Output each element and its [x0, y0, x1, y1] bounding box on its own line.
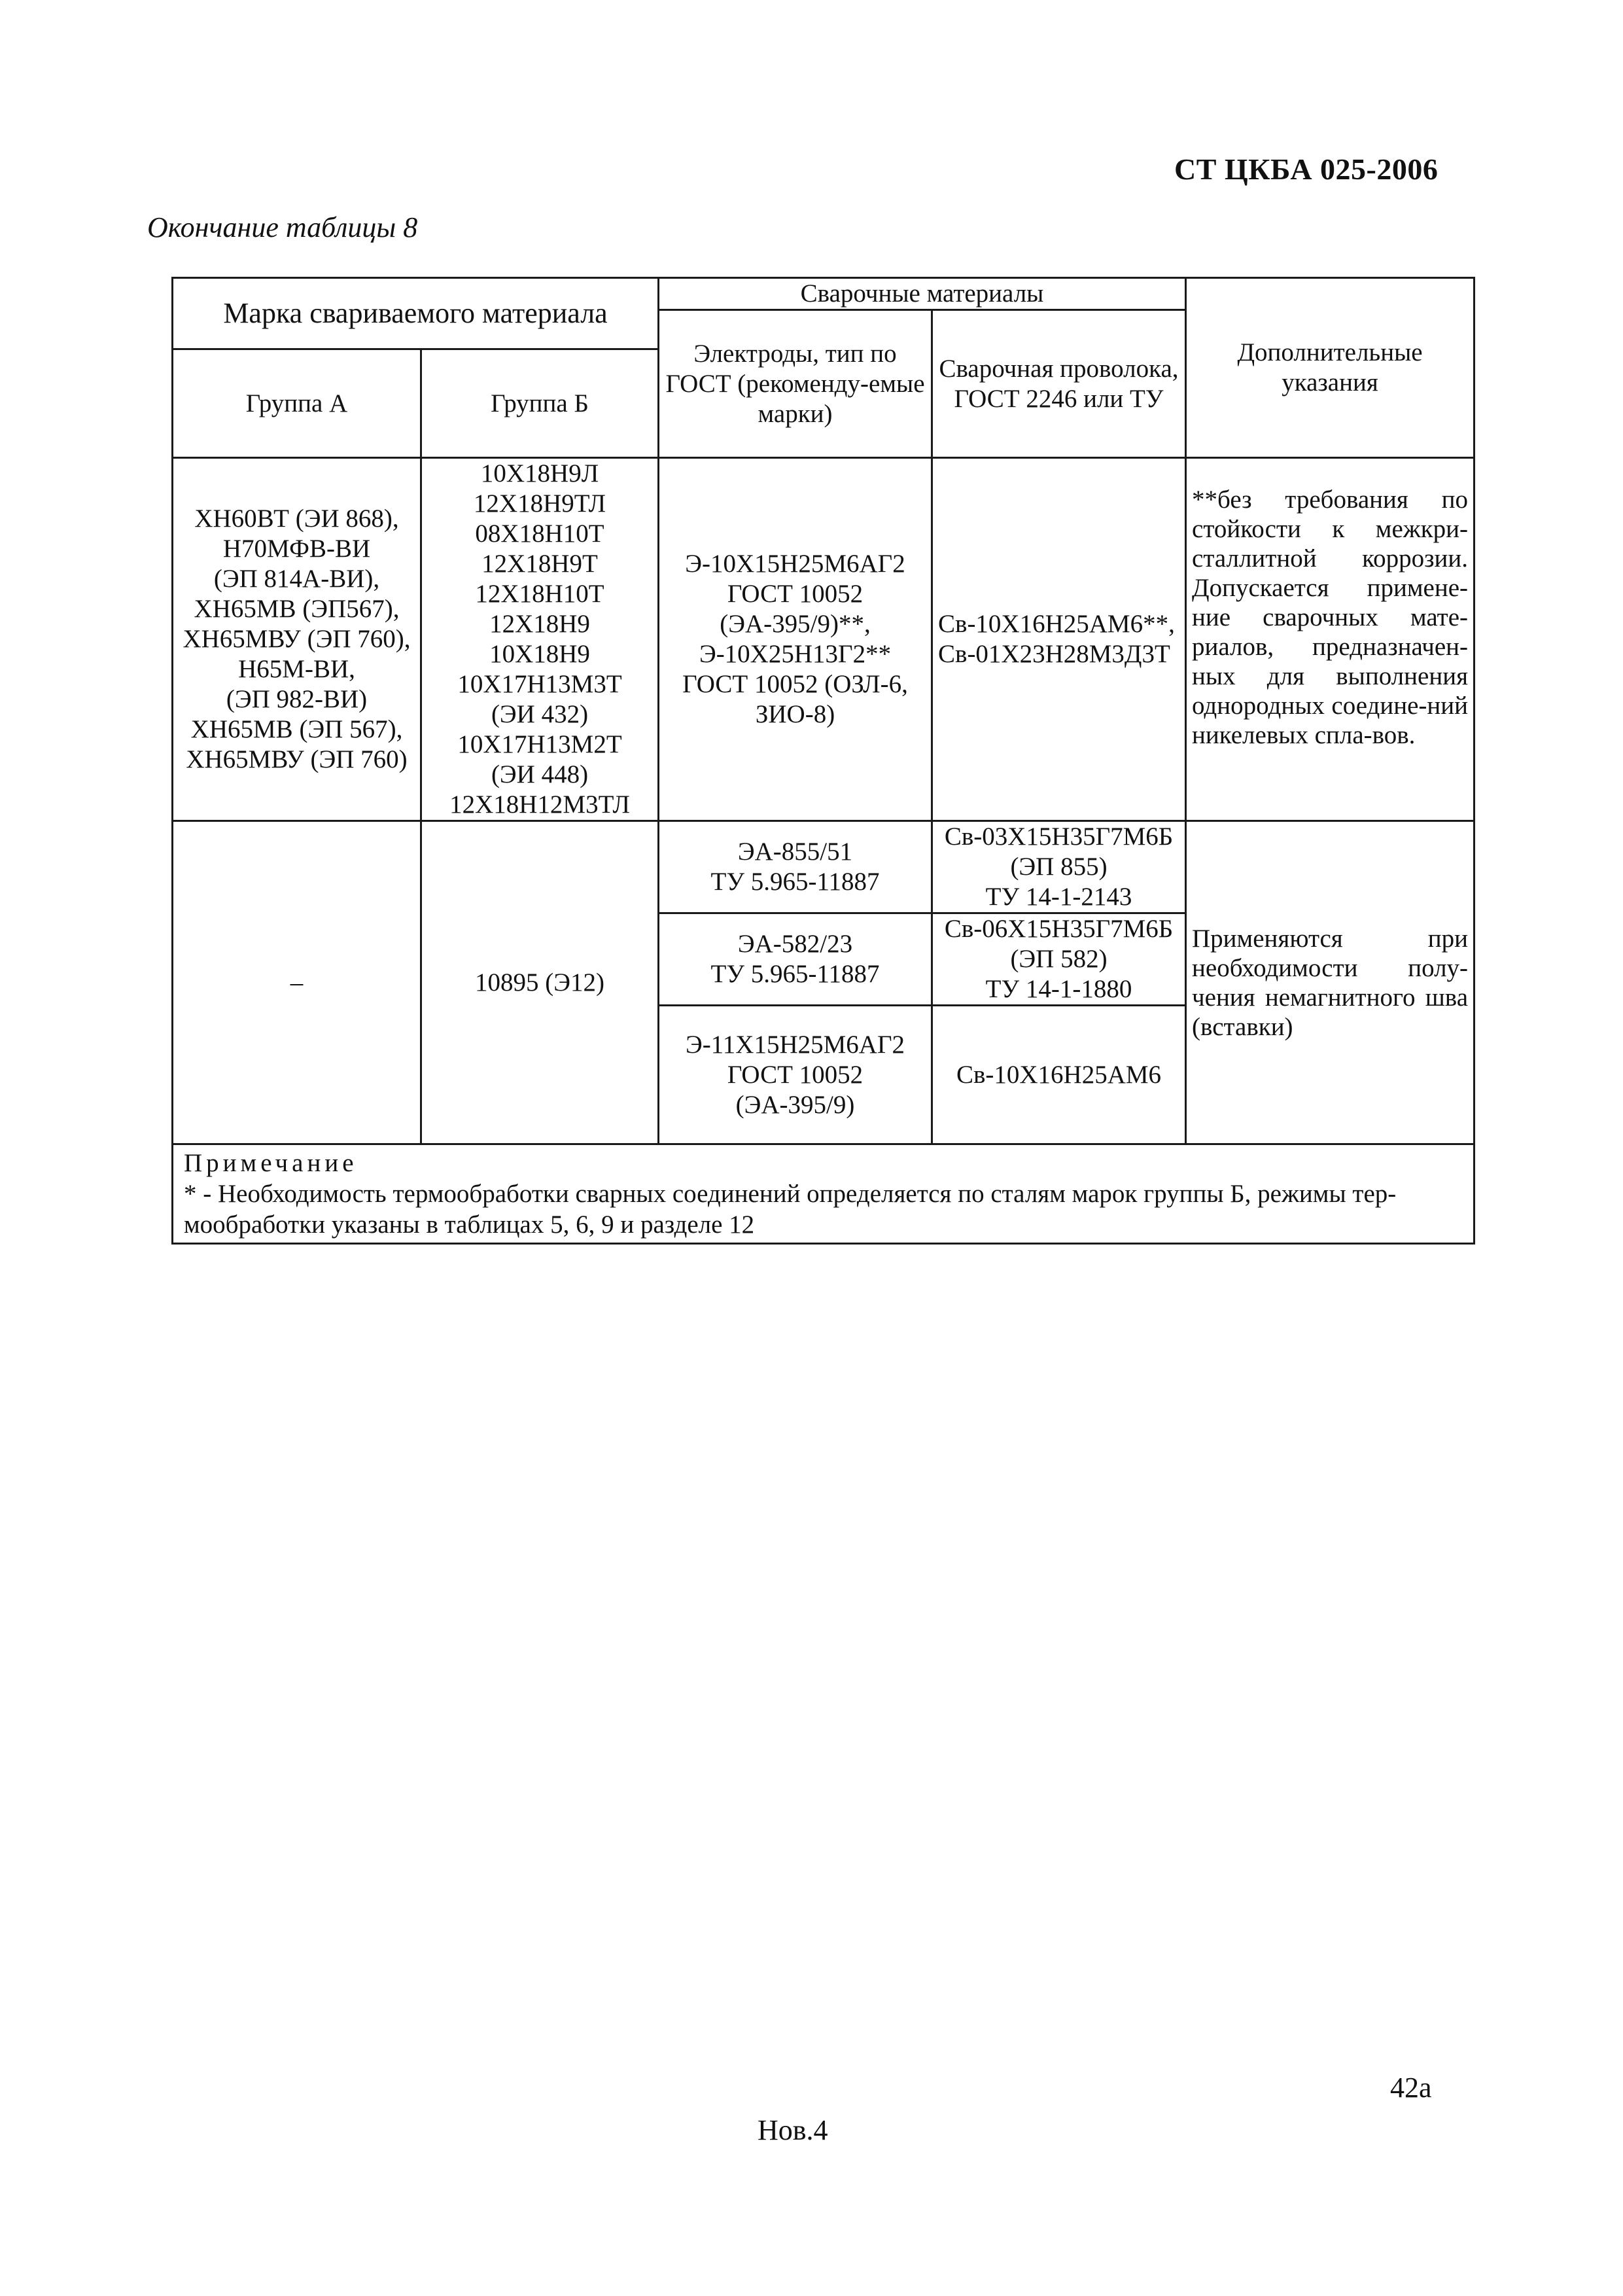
note-text: * - Необходимость термообработки сварных соединений определяется по сталям марок группы Б, режимы тер-мообработки указаны в таблицах 5, 6, 9 и разделе 12: [184, 1180, 1397, 1239]
row2-sub3-electrodes: Э-11Х15Н25М6АГ2 ГОСТ 10052 (ЭА-395/9): [659, 1006, 932, 1144]
table-note: [173, 1144, 1475, 1244]
welding-materials-table: [171, 277, 1475, 1245]
header-marka: Марка свариваемого материала: [173, 278, 659, 349]
table-note-row: [173, 1144, 1475, 1244]
row2-sub2-electrodes: ЭА-582/23 ТУ 5.965-11887: [659, 913, 932, 1006]
table-row: [173, 458, 1475, 821]
row2-sub1-electrodes: ЭА-855/51 ТУ 5.965-11887: [659, 821, 932, 913]
page-footer: Нов.4: [758, 2114, 828, 2146]
row1-additional: **без требования по стойкости к межкри-сталлитной коррозии. Допускается примене-ние сварочных мате-риалов, предназначен-ных для выполнения однородных соедине-ний никелевых спла-вов.: [1186, 458, 1475, 821]
table-caption: Окончание таблицы 8: [147, 211, 418, 243]
page-number: 42а: [1390, 2072, 1432, 2104]
header-wire: Сварочная проволока, ГОСТ 2246 или ТУ: [932, 310, 1186, 458]
note-title: Примечание: [184, 1149, 358, 1177]
header-group-a: Группа А: [173, 349, 421, 458]
row1-group-a: ХН60ВТ (ЭИ 868), Н70МФВ-ВИ (ЭП 814А-ВИ), ХН65МВ (ЭП567), ХН65МВУ (ЭП 760), Н65М-ВИ, (ЭП 982-ВИ) ХН65МВ (ЭП 567), ХН65МВУ (ЭП 760): [173, 458, 421, 821]
row1-wire: Св-10Х16Н25АМ6**, Св-01Х23Н28М3Д3Т: [932, 458, 1186, 821]
row2-group-b: 10895 (Э12): [421, 821, 659, 1144]
row1-group-b: 10Х18Н9Л 12Х18Н9ТЛ 08Х18Н10Т 12Х18Н9Т 12Х18Н10Т 12Х18Н9 10Х18Н9 10Х17Н13М3Т (ЭИ 432) 10Х17Н13М2Т (ЭИ 448) 12Х18Н12М3ТЛ: [421, 458, 659, 821]
row1-electrodes: Э-10Х15Н25М6АГ2 ГОСТ 10052 (ЭА-395/9)**, Э-10Х25Н13Г2** ГОСТ 10052 (ОЗЛ-6, ЗИО-8): [659, 458, 932, 821]
row2-additional: Применяются при необходимости полу-чения немагнитного шва (вставки): [1186, 821, 1475, 1144]
header-electrodes: Электроды, тип по ГОСТ (рекоменду-емые марки): [659, 310, 932, 458]
document-code: СТ ЦКБА 025-2006: [1174, 152, 1439, 186]
row2-sub2-wire: Св-06Х15Н35Г7М6Б (ЭП 582) ТУ 14-1-1880: [932, 913, 1186, 1006]
row2-sub3-wire: Св-10Х16Н25АМ6: [932, 1006, 1186, 1144]
row2-group-a: –: [173, 821, 421, 1144]
row2-sub1-wire: Св-03Х15Н35Г7М6Б (ЭП 855) ТУ 14-1-2143: [932, 821, 1186, 913]
header-group-b: Группа Б: [421, 349, 659, 458]
table-row: [173, 821, 1475, 913]
header-welding-materials: Сварочные материалы: [659, 278, 1186, 310]
header-additional: Дополнительные указания: [1186, 278, 1475, 458]
